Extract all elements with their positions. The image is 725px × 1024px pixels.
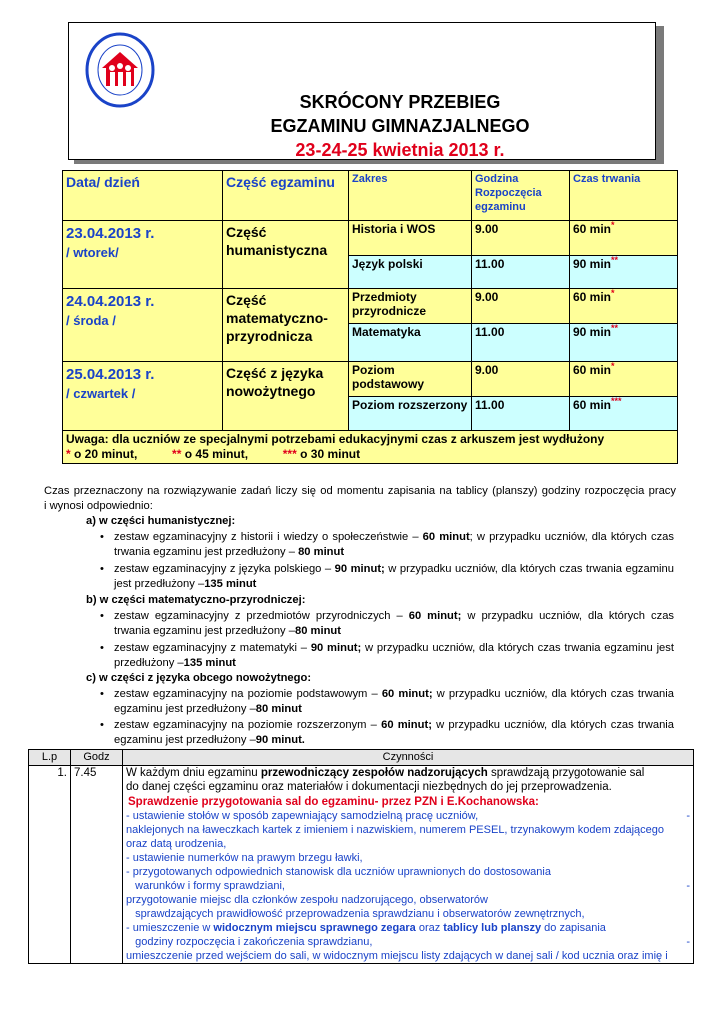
schedule-row: [63, 221, 678, 256]
duration-star: **: [611, 255, 619, 265]
a1-value: 60 minut: [422, 531, 470, 543]
exam-date: 23.04.2013 r.: [66, 225, 155, 242]
check-item: umieszczenie przed wejściem do sali, w widocznym miejscu listy zdających w danej sali / kod ucznia oraz imię i: [126, 950, 668, 962]
check-item-clock: [126, 921, 690, 935]
schedule-table: [62, 170, 678, 464]
exam-duration: [570, 324, 678, 362]
b1-value: 60 minut;: [408, 610, 462, 622]
c2-value: 60 minut;: [381, 719, 432, 731]
header-lp: L.p: [29, 750, 71, 766]
exam-weekday: / czwartek /: [66, 386, 136, 401]
exam-date: 24.04.2013 r.: [66, 293, 155, 310]
note-star-1: *: [66, 447, 71, 461]
action-line-1: [126, 766, 690, 781]
activities-table: [28, 749, 694, 964]
b2-value-2: 135 minut: [183, 656, 236, 669]
header-hour: Godzina Rozpoczęcia egzaminu: [472, 171, 570, 221]
check-item: - przygotowanych odpowiednich stanowisk dla uczniów uprawnionych do dostosowania: [126, 866, 551, 878]
exam-scope: Przedmioty przyrodnicze: [349, 289, 472, 324]
note-val-2: o 45 minut,: [181, 447, 249, 461]
row-actions: [123, 765, 694, 964]
exam-scope: Poziom podstawowy: [349, 362, 472, 397]
exam-hour: 9.00: [472, 221, 570, 256]
action-text: W każdym dniu egzaminu: [126, 766, 261, 779]
exam-scope: Język polski: [349, 256, 472, 289]
note-extensions: [66, 447, 674, 462]
header-time: Godz: [71, 750, 123, 766]
schedule-row: [63, 289, 678, 324]
exam-part: Część matematyczno-przyrodnicza: [223, 289, 349, 362]
exam-hour: 11.00: [472, 397, 570, 431]
b2-text: zestaw egzaminacyjny z matematyki –: [114, 642, 311, 654]
exam-duration: [570, 221, 678, 256]
b1-text-2: w przypadku uczniów, dla których czas trwania egzaminu jest przedłużony –: [114, 610, 675, 637]
duration-star: ***: [611, 396, 622, 406]
check-item: [126, 879, 690, 893]
exam-scope: Historia i WOS: [349, 221, 472, 256]
duration-star: *: [611, 220, 615, 230]
exam-date: 25.04.2013 r.: [66, 366, 155, 383]
header-date: Data/ dzień: [63, 171, 223, 221]
header-part: Część egzaminu: [223, 171, 349, 221]
exam-duration: [570, 362, 678, 397]
note-val-3: o 30 minut: [296, 447, 361, 461]
exam-duration: [570, 256, 678, 289]
exam-hour: 9.00: [472, 362, 570, 397]
check-item-text: warunków i formy sprawdziani,: [126, 880, 285, 892]
list-item: • zestaw egzaminacyjny na poziomie rozszerzonym – 60 minut; w przypadku uczniów, dla których czas trwania egzaminu jest przedłużony –90 minut.: [100, 719, 674, 746]
header-duration: Czas trwania: [570, 171, 678, 221]
school-logo: [84, 30, 156, 110]
exam-part: Część humanistyczna: [223, 221, 349, 289]
exam-hour: 9.00: [472, 289, 570, 324]
a2-text: zestaw egzaminacyjny z języka polskiego –: [114, 563, 335, 575]
section-c-heading: c) w części z języka obcego nowożytnego:: [86, 672, 312, 684]
intro-line-2: i wynosi odpowiednio:: [44, 500, 153, 512]
check-item-dash: -: [686, 936, 690, 948]
clock-bold-2: tablicy lub planszy: [443, 922, 542, 934]
day-cell: [63, 289, 223, 362]
duration-value: 60 min: [573, 222, 612, 236]
c2-text: zestaw egzaminacyjny na poziomie rozszerzonym –: [114, 719, 382, 731]
check-item: oraz datą urodzenia,: [126, 838, 227, 850]
exam-weekday: / wtorek/: [66, 245, 119, 260]
check-item: sprawdzających prawidłowość przeprowadzenia sprawdzianu i obserwatorów zewnętrznych,: [126, 908, 585, 920]
title-line-1: SKRÓCONY PRZEBIEG: [299, 92, 501, 112]
exam-dates: 23-24-25 kwietnia 2013 r.: [295, 140, 505, 160]
check-item: [126, 809, 690, 823]
schedule-note: [63, 431, 678, 464]
a1-text-2: ; w przypadku uczniów, dla których czas trwania egzaminu jest przedłużony –: [114, 531, 674, 558]
b1-text: zestaw egzaminacyjny z przedmiotów przyrodniczych –: [114, 610, 409, 622]
exam-duration: [570, 289, 678, 324]
c1-text: zestaw egzaminacyjny na poziomie podstawowym –: [114, 688, 382, 700]
note-star-2: **: [172, 447, 182, 461]
c1-value-2: 80 minut: [255, 702, 302, 715]
schedule-row: [63, 362, 678, 397]
check-title: Sprawdzenie przygotowania sal do egzaminu- przez PZN i E.Kochanowska:: [128, 795, 539, 808]
b1-value-2: 80 minut: [294, 624, 341, 637]
a1-text: zestaw egzaminacyjny z historii i wiedzy o społeczeństwie –: [114, 531, 423, 543]
action-line-2: do danej części egzaminu oraz materiałów i dokumentacji niezbędnych do jej przeprowadzenia.: [126, 781, 612, 793]
c2-text-2: w przypadku uczniów, dla których czas trwania egzaminu jest przedłużony –: [114, 719, 674, 746]
list-item: • zestaw egzaminacyjny na poziomie podstawowym – 60 minut; w przypadku uczniów, dla których czas trwania egzaminu jest przedłużony –80 minut: [100, 688, 674, 715]
a2-text-2: w przypadku uczniów, dla których czas trwania egzaminu jest przedłużony –: [114, 563, 674, 590]
exam-duration: [570, 397, 678, 431]
activities-header-row: [29, 750, 694, 766]
list-item: • zestaw egzaminacyjny z języka polskiego – 90 minut; w przypadku uczniów, dla których czas trwania egzaminu jest przedłużony –135 minut: [100, 563, 674, 590]
a2-value: 90 minut;: [334, 563, 385, 575]
title-line-2: EGZAMINU GIMNAZJALNEGO: [270, 116, 530, 136]
exam-hour: 11.00: [472, 324, 570, 362]
check-item: [126, 935, 690, 949]
section-b-heading: b) w części matematyczno-przyrodniczej:: [86, 594, 306, 606]
list-item: • zestaw egzaminacyjny z przedmiotów przyrodniczych – 60 minut; w przypadku uczniów, dla których czas trwania egzaminu jest przedłużony –80 minut: [100, 610, 675, 637]
b2-text-2: w przypadku uczniów, dla których czas trwania egzaminu jest przedłużony –: [114, 642, 674, 669]
duration-value: 60 min: [573, 398, 612, 412]
clock-bold: widocznym miejscu sprawnego zegara: [213, 922, 416, 934]
a1-value-2: 80 minut: [298, 545, 345, 558]
check-item-dash: -: [686, 810, 690, 822]
duration-value: 90 min: [573, 325, 612, 339]
clock-text-2: oraz: [415, 922, 444, 934]
duration-star: *: [611, 361, 615, 371]
duration-value: 90 min: [573, 257, 612, 271]
section-a-heading: a) w części humanistycznej:: [86, 515, 236, 527]
b2-value: 90 minut;: [310, 642, 362, 654]
list-item: • zestaw egzaminacyjny z matematyki – 90 minut; w przypadku uczniów, dla których czas trwania egzaminu jest przedłużony –135 minut: [100, 642, 674, 669]
exam-part: Część z języka nowożytnego: [223, 362, 349, 431]
exam-scope: Poziom rozszerzony: [349, 397, 472, 431]
exam-scope: Matematyka: [349, 324, 472, 362]
check-item-text: - ustawienie stołów w sposób zapewniający samodzielną pracę uczniów,: [126, 810, 479, 822]
table-row: [29, 765, 694, 964]
duration-star: *: [611, 288, 615, 298]
header-scope: Zakres: [349, 171, 472, 221]
schedule-note-row: [63, 431, 678, 464]
header-actions: Czynności: [123, 750, 694, 766]
note-star-3: ***: [282, 447, 297, 461]
clock-text: - umieszczenie w: [126, 922, 214, 934]
row-lp: 1.: [29, 765, 71, 964]
duration-star: **: [611, 323, 619, 333]
day-cell: [63, 362, 223, 431]
row-time: 7.45: [71, 765, 123, 964]
exam-weekday: / środa /: [66, 313, 116, 328]
intro-line-1: Czas przeznaczony na rozwiązywanie zadań liczy się od momentu zapisania na tablicy (planszy) godziny rozpoczęcia pracy: [44, 485, 676, 497]
c1-value: 60 minut;: [381, 688, 433, 700]
day-cell: [63, 221, 223, 289]
action-text-2: sprawdzają przygotowanie sal: [487, 766, 645, 779]
a2-value-2: 135 minut: [204, 577, 257, 590]
check-item: - ustawienie numerków na prawym brzegu ławki,: [126, 852, 363, 864]
check-item: naklejonych na ławeczkach kartek z imieniem i nazwiskiem, numerem PESEL, trzynakowym kodem zdającego: [126, 824, 665, 836]
note-val-1: o 20 minut,: [70, 447, 138, 461]
check-item-dash: -: [686, 880, 690, 892]
duration-value: 60 min: [573, 363, 612, 377]
schedule-header-row: [63, 171, 678, 221]
list-item: • zestaw egzaminacyjny z historii i wiedzy o społeczeństwie – 60 minut; w przypadku uczniów, dla których czas trwania egzaminu jest przedłużony – 80 minut: [100, 531, 674, 558]
check-item-text: godziny rozpoczęcia i zakończenia sprawdzianu,: [126, 936, 373, 948]
c1-text-2: w przypadku uczniów, dla których czas trwania egzaminu jest przedłużony –: [114, 688, 674, 715]
action-bold: przewodniczący zespołów nadzorujących: [260, 766, 488, 779]
duration-value: 60 min: [573, 290, 612, 304]
check-item: przygotowanie miejsc dla członków zespołu nadzorującego, obserwatorów: [126, 894, 488, 906]
note-text: Uwaga: dla uczniów ze specjalnymi potrzebami edukacyjnymi czas z arkuszem jest wydłużony: [66, 432, 605, 446]
exam-hour: 11.00: [472, 256, 570, 289]
clock-text-3: do zapisania: [541, 922, 606, 934]
c2-value-2: 90 minut.: [255, 733, 305, 746]
